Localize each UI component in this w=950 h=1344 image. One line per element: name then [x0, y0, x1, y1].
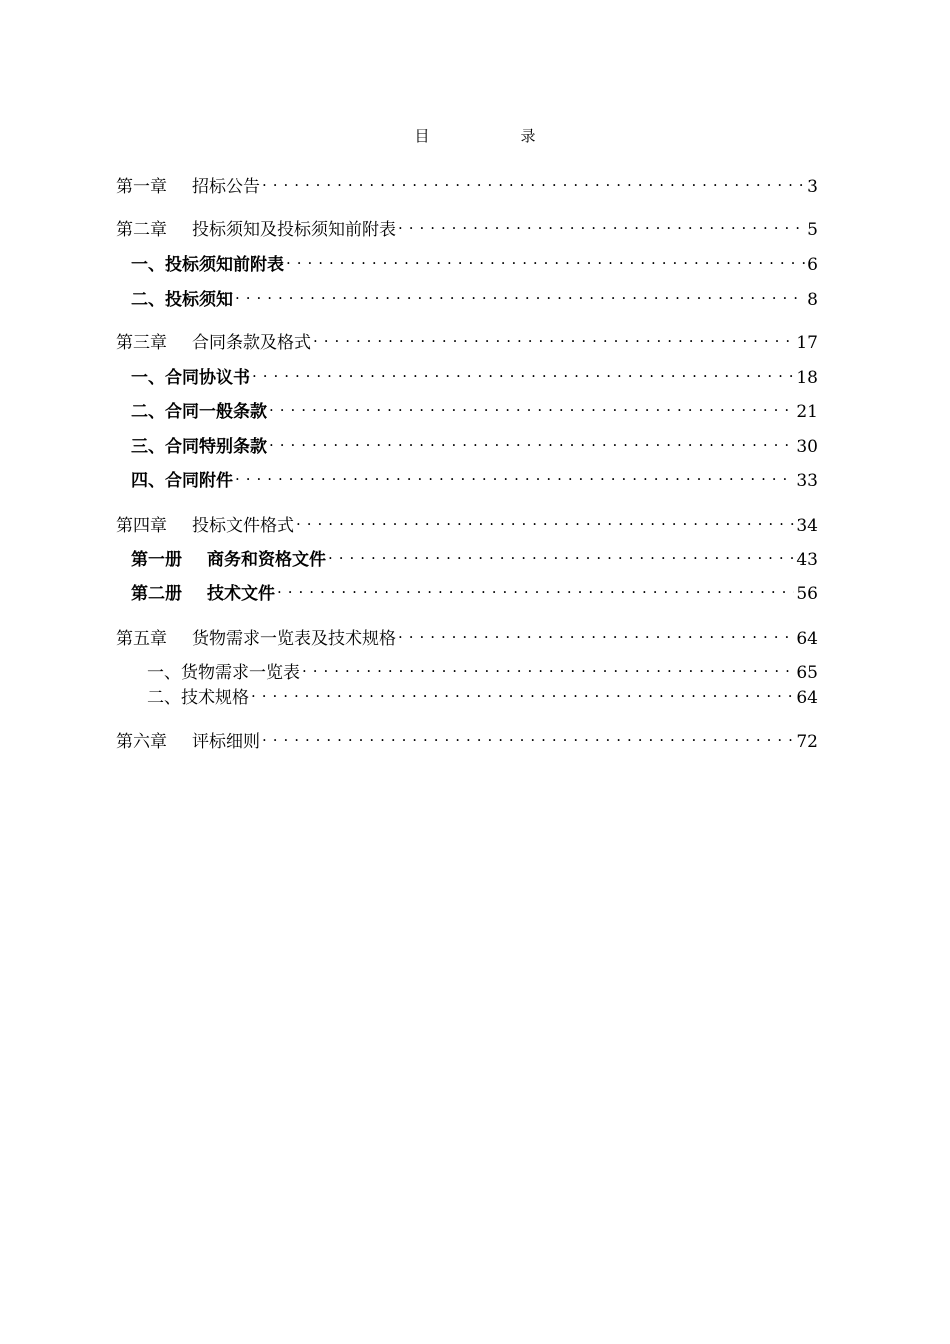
toc-page-number: 21	[796, 402, 818, 422]
toc-page-number: 6	[807, 255, 818, 275]
toc-entry-text: 投标文件格式	[192, 516, 294, 536]
toc-entry-label: 四、	[131, 471, 165, 491]
toc-entry-section[interactable]	[131, 283, 818, 310]
toc-entry-section[interactable]	[131, 464, 818, 491]
toc-entry-volume[interactable]	[131, 577, 818, 604]
toc-entry-text: 技术规格	[181, 688, 249, 708]
toc-entry-chapter-6[interactable]	[116, 725, 818, 752]
toc-dot-leader	[235, 464, 794, 486]
toc-entry-section[interactable]	[131, 248, 818, 275]
toc-page-number: 18	[796, 368, 818, 388]
toc-entry-section[interactable]	[131, 430, 818, 457]
toc-dot-leader	[398, 213, 805, 235]
toc-page-number: 8	[807, 290, 818, 310]
toc-entry-text: 商务和资格文件	[207, 550, 326, 570]
toc-entry-text: 合同协议书	[165, 368, 250, 388]
toc-entry-label: 第二册	[131, 584, 182, 604]
toc-entry-chapter-3[interactable]	[116, 326, 818, 353]
toc-entry-text: 合同附件	[165, 471, 233, 491]
toc-dot-leader	[251, 681, 794, 703]
toc-page-number: 3	[807, 177, 818, 197]
toc-entry-text: 货物需求一览表	[181, 663, 300, 683]
toc-entry-label: 第六章	[116, 732, 167, 752]
toc-page-number: 17	[796, 333, 818, 353]
toc-entry-label: 第三章	[116, 333, 167, 353]
toc-entry-chapter-2[interactable]	[116, 213, 818, 240]
toc-page-number: 72	[796, 732, 818, 752]
toc-dot-leader	[269, 395, 794, 417]
toc-entry-label: 一、	[147, 663, 181, 683]
toc-entry-text: 投标须知前附表	[165, 255, 284, 275]
toc-entry-label: 二、	[131, 402, 165, 422]
toc-dot-leader	[269, 430, 794, 452]
toc-entry-label: 第二章	[116, 220, 167, 240]
toc-dot-leader	[296, 509, 794, 531]
toc-dot-leader	[328, 543, 794, 565]
toc-entry-section[interactable]	[147, 681, 818, 708]
toc-entry-section[interactable]	[131, 395, 818, 422]
toc-entry-label: 二、	[131, 290, 165, 310]
toc-entry-label: 一、	[131, 368, 165, 388]
toc-dot-leader	[252, 361, 794, 383]
toc-page-number: 33	[796, 471, 818, 491]
toc-dot-leader	[398, 622, 794, 644]
toc-dot-leader	[302, 656, 794, 678]
toc-dot-leader	[313, 326, 794, 348]
toc-entry-label: 三、	[131, 437, 165, 457]
toc-page-number: 30	[796, 437, 818, 457]
toc-entry-label: 二、	[147, 688, 181, 708]
toc-page-number: 56	[796, 584, 818, 604]
toc-dot-leader	[235, 283, 805, 305]
toc-entry-section[interactable]	[131, 361, 818, 388]
toc-entry-label: 第五章	[116, 629, 167, 649]
toc-entry-text: 投标须知	[165, 290, 233, 310]
toc-entry-label: 第一册	[131, 550, 182, 570]
toc-page-number: 64	[796, 688, 818, 708]
toc-entry-text: 合同一般条款	[165, 402, 267, 422]
toc-entry-section[interactable]	[147, 656, 818, 683]
toc-entry-text: 招标公告	[192, 177, 260, 197]
toc-entry-label: 第一章	[116, 177, 167, 197]
toc-title: 目 录	[414, 127, 574, 145]
toc-dot-leader	[286, 248, 805, 270]
toc-page-number: 43	[796, 550, 818, 570]
toc-entry-text: 技术文件	[207, 584, 275, 604]
toc-page-number: 64	[796, 629, 818, 649]
toc-entry-chapter-4[interactable]	[116, 509, 818, 536]
toc-page-number: 5	[807, 220, 818, 240]
toc-entry-text: 合同条款及格式	[192, 333, 311, 353]
toc-dot-leader	[262, 170, 805, 192]
toc-entry-text: 评标细则	[192, 732, 260, 752]
toc-entry-label: 一、	[131, 255, 165, 275]
toc-entry-chapter-1[interactable]	[116, 170, 818, 197]
toc-entry-text: 合同特别条款	[165, 437, 267, 457]
toc-entry-text: 货物需求一览表及技术规格	[192, 629, 396, 649]
toc-dot-leader	[262, 725, 794, 747]
toc-dot-leader	[277, 577, 794, 599]
toc-entry-volume[interactable]	[131, 543, 818, 570]
toc-entry-label: 第四章	[116, 516, 167, 536]
toc-page-number: 34	[796, 516, 818, 536]
toc-page-number: 65	[796, 663, 818, 683]
toc-entry-text: 投标须知及投标须知前附表	[192, 220, 396, 240]
toc-entry-chapter-5[interactable]	[116, 622, 818, 649]
